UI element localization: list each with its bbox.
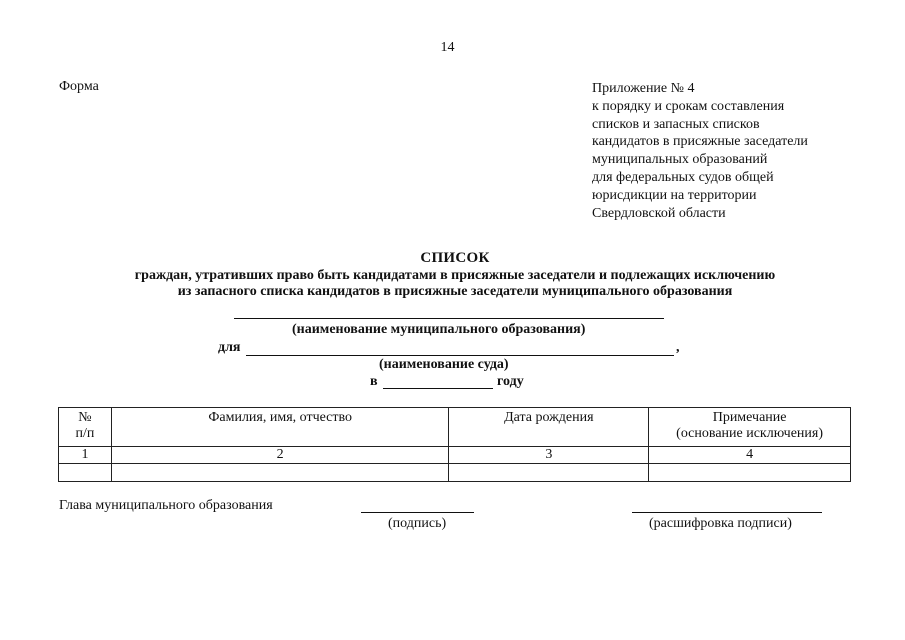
form-label: Форма [59,79,99,94]
table-cell: 2 [111,447,449,464]
document-title [40,248,870,300]
municipality-name-line[interactable] [234,318,664,319]
appendix-line: для федеральных судов общей [592,169,774,185]
exclusion-list-table [58,407,851,482]
table-cell[interactable] [449,464,649,482]
appendix-line: Свердловской области [592,205,726,221]
appendix-line: кандидатов в присяжные заседатели [592,134,808,150]
title-subtitle-line: граждан, утративших право быть кандидатами в присяжные заседатели и подлежащих исключению [134,268,776,283]
table-row [59,447,851,464]
for-label: для [218,340,241,355]
year-label: году [497,374,524,389]
title-main: СПИСОК [420,250,490,266]
in-label: в [370,374,378,389]
appendix-block [592,80,892,222]
comma: , [676,340,680,355]
table-cell: 4 [649,447,851,464]
municipality-caption: (наименование муниципального образования) [292,322,586,337]
year-line[interactable] [383,388,493,389]
appendix-line: списков и запасных списков [592,116,760,132]
column-header-note: Примечание (основание исключения) [649,408,851,447]
table-cell: 1 [59,447,112,464]
court-caption: (наименование суда) [379,357,509,372]
court-name-line[interactable] [246,355,674,356]
signature-caption: (подпись) [388,516,447,531]
title-subtitle-line: из запасного списка кандидатов в присяжные заседатели муниципального образования [177,284,733,299]
table-row [59,464,851,482]
table-header-row [59,408,851,447]
table-cell[interactable] [111,464,449,482]
page-number: 14 [440,40,455,55]
column-header-full-name: Фамилия, имя, отчество [111,408,449,447]
column-header-number: № п/п [59,408,112,447]
column-header-birth-date: Дата рождения [449,408,649,447]
head-of-municipality-label: Глава муниципального образования [59,498,273,513]
table-cell[interactable] [59,464,112,482]
appendix-line: муниципальных образований [592,152,768,168]
appendix-line: юрисдикции на территории [592,187,757,203]
signature-line[interactable] [361,512,474,513]
table-cell[interactable] [649,464,851,482]
appendix-line: к порядку и срокам составления [592,98,785,114]
signature-decoding-caption: (расшифровка подписи) [649,516,792,531]
signature-decoding-line[interactable] [632,512,822,513]
table-cell: 3 [449,447,649,464]
appendix-line: Приложение № 4 [592,81,695,96]
